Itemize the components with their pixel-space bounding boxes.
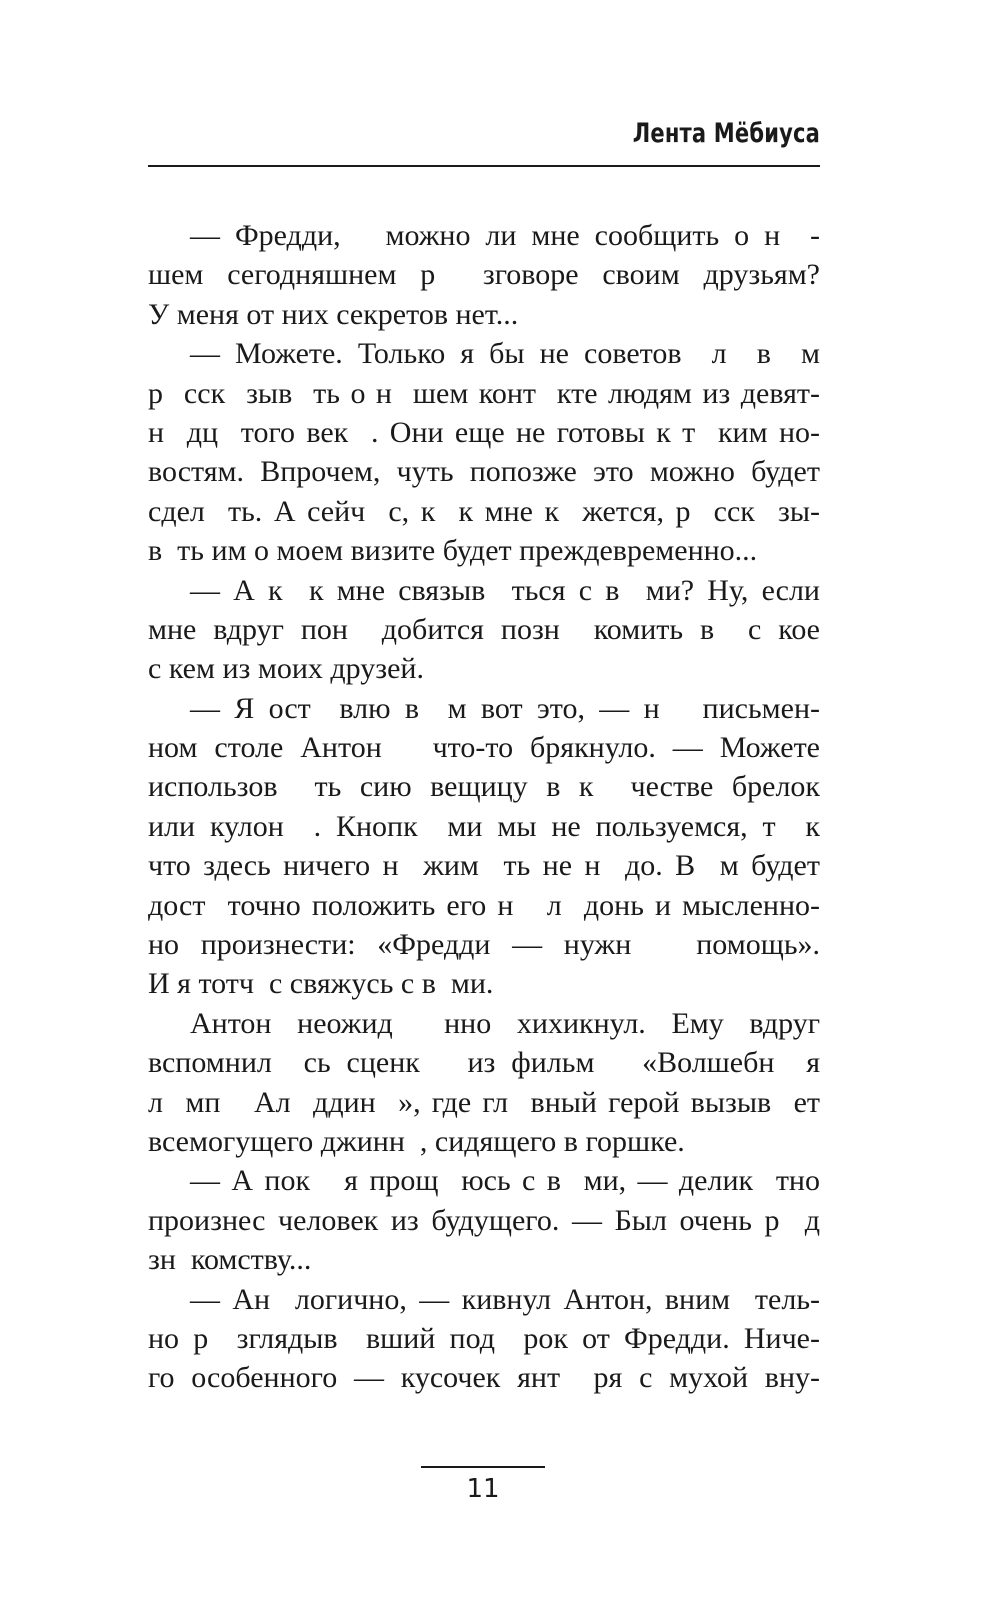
text-line: зн комству...	[148, 1243, 312, 1277]
text-line: использов ть сию вещицу в к честве брелок	[148, 770, 820, 804]
text-line: или кулон . Кнопк ми мы не пользуемся, т к	[148, 809, 820, 843]
text-line: мне вдруг пон добится позн комить в с кое	[148, 612, 820, 646]
text-line: — Фредди, можно ли мне сообщить о н -	[190, 219, 820, 252]
text-line: — Я ост влю в м вот это, — н письмен-	[190, 691, 820, 725]
text-line: востям. Впрочем, чуть попозже это можно будет	[148, 455, 820, 489]
text-line: вспомнил сь сценк из фильм «Волшебн я	[148, 1046, 820, 1080]
text-line: с кем из моих друзей.	[148, 652, 424, 686]
text-line: — Ан логично, — кивнул Антон, вним тель-	[190, 1282, 820, 1316]
header-rule	[148, 165, 820, 167]
text-line: в ть им о моем визите будет преждевременно...	[148, 534, 758, 568]
text-line: произнес человек из будущего. — Был очень р д	[148, 1203, 820, 1237]
text-line: го особенного — кусочек янт ря с мухой вну-	[148, 1361, 820, 1395]
text-line: н дц того век . Они еще не готовы к т ким но-	[148, 415, 820, 449]
footer-rule	[421, 1466, 545, 1468]
text-line: л мп Ал ддин », где гл вный герой вызыв ет	[148, 1085, 820, 1119]
text-line: — Можете. Только я бы не советов л в м	[190, 337, 820, 371]
page-number: 11	[466, 1474, 500, 1504]
body-text	[148, 216, 820, 1398]
text-line: ном столе Антон что-то брякнуло. — Можете	[148, 731, 820, 765]
text-line: шем сегодняшнем р зговоре своим друзьям?	[148, 258, 820, 292]
text-line: И я тотч с свяжусь с в ми.	[148, 967, 494, 1001]
text-line: но р зглядыв вший под рок от Фредди. Ниче-	[148, 1321, 820, 1355]
running-head: Лента Мёбиуса	[632, 118, 820, 149]
text-line: но произнести: «Фредди — нужн помощь».	[148, 928, 820, 962]
text-line: что здесь ничего н жим ть не н до. В м будет	[148, 849, 820, 883]
text-line: У меня от них секретов нет...	[148, 297, 519, 331]
text-line: — А к к мне связыв ться с в ми? Ну, если	[190, 573, 820, 607]
text-line: р сск зыв ть о н шем конт кте людям из девят-	[148, 376, 820, 410]
text-line: дост точно положить его н л донь и мысленно-	[148, 888, 820, 922]
text-line: всемогущего джинн , сидящего в горшке.	[148, 1124, 685, 1158]
text-line: — А пок я прощ юсь с в ми, — делик тно	[190, 1164, 820, 1198]
text-line: Антон неожид нно хихикнул. Ему вдруг	[190, 1006, 820, 1040]
text-line: сдел ть. А сейч с, к к мне к жется, р сск зы-	[148, 494, 820, 528]
